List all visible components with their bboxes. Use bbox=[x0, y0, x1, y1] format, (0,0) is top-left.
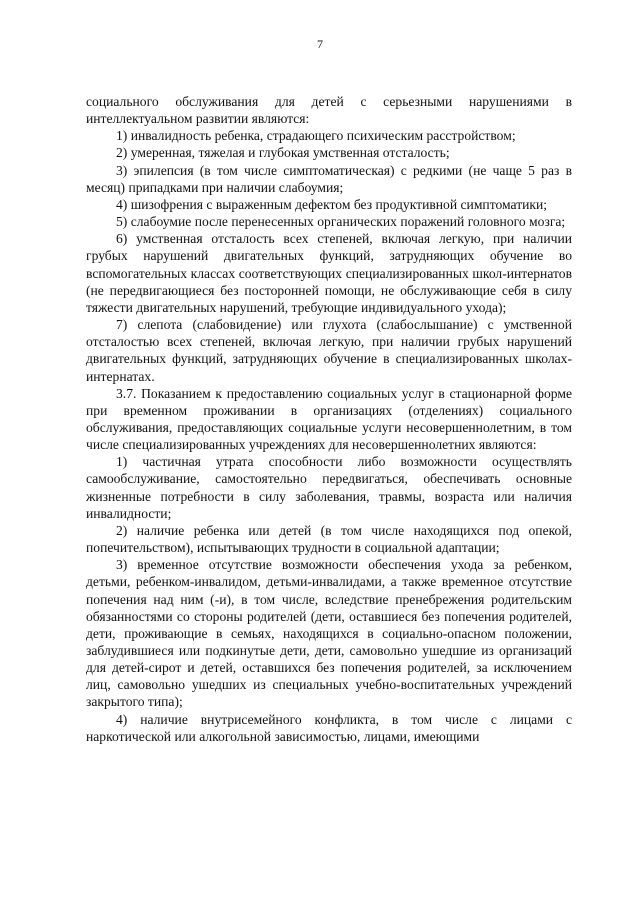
list-item: 5) слабоумие после перенесенных органических поражений головного мозга; bbox=[116, 214, 566, 230]
list-item: 2) умеренная, тяжелая и глубокая умственная отсталость; bbox=[116, 145, 450, 161]
page-number: 7 bbox=[317, 37, 323, 51]
list-item: 6) умственная отсталость всех степеней, включая легкую, при наличии грубых нарушений двигательных функций, затрудняющих обучение во вспомогательных классах соответствующих специализированных школ-интернатов (не передвигающиеся без посторонней помощи, не обслуживающие себя в силу тяжести двигательных нарушений, требующие индивидуального ухода); bbox=[86, 231, 572, 315]
list-item: 1) частичная утрата способности либо возможности осуществлять самообслуживание, самостоятельно передвигаться, обеспечивать основные жизненные потребности в силу заболевания, травмы, возраста или наличия инвалидности; bbox=[86, 454, 572, 521]
paragraph-continuation: социального обслуживания для детей с серьезными нарушениями в интеллектуальном развитии являются: bbox=[86, 94, 572, 127]
list-item: 3) эпилепсия (в том числе симптоматическая) с редкими (не чаще 5 раз в месяц) припадками при наличии слабоумия; bbox=[86, 162, 572, 195]
list-item: 1) инвалидность ребенка, страдающего психическим расстройством; bbox=[116, 128, 516, 144]
list-item: 2) наличие ребенка или детей (в том числе находящихся под опекой, попечительством), испытывающих трудности в социальной адаптации; bbox=[86, 522, 572, 556]
list-item: 4) шизофрения с выраженным дефектом без продуктивной симптоматики; bbox=[116, 196, 548, 212]
list-item: 3) временное отсутствие возможности обеспечения ухода за ребенком, детьми, ребенком-инвалидом, детьми-инвалидами, а также временное отсутствие попечения над ним (-и), в том числе, вследствие пренебрежения родительским обязанностями со стороны родителей (дети, оставшиеся без попечения родителей, дети, проживающие в семьях, находящихся в социально-опасном положении, заблудившиеся или подкинутые дети, дети, самовольно ушедшие из организаций для детей-сирот и детей, оставшихся без попечения родителей, за исключением лиц, самовольно ушедших из специальных учебно-воспитательных учреждений закрытого типа); bbox=[86, 557, 572, 710]
list-item: 4) наличие внутрисемейного конфликта, в том числе с лицами с наркотической или алкогольной зависимостью, лицами, имеющими bbox=[86, 711, 572, 744]
section-paragraph: 3.7. Показанием к предоставлению социальных услуг в стационарной форме при временном проживании в организациях (отделениях) социального обслуживания, предоставляющих социальные услуги несовершеннолетним, в том числе специализированных учреждениях для несовершеннолетних являются: bbox=[86, 385, 572, 453]
list-item: 7) слепота (слабовидение) или глухота (слабослышание) с умственной отсталостью всех степеней, включая легкую, при наличии грубых нарушений двигательных функций, затрудняющих обучение в специализированных школах-интернатах. bbox=[86, 317, 572, 384]
document-body bbox=[86, 93, 572, 745]
